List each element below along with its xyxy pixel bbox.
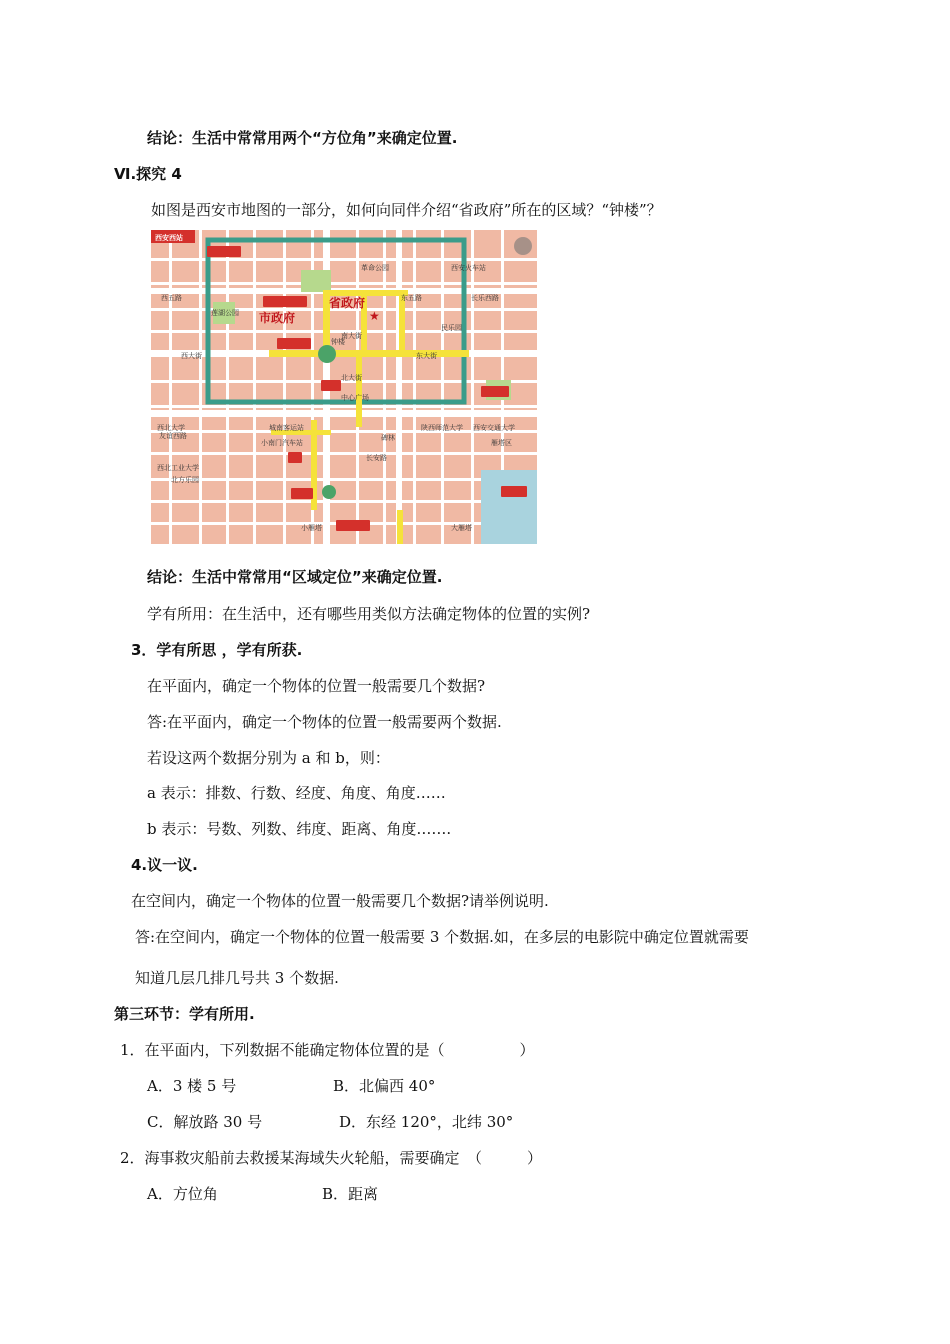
highlight-street — [397, 510, 403, 544]
map-street-label: 小南门汽车站 — [261, 439, 303, 447]
map-search-icon — [514, 237, 532, 255]
minor-street — [151, 452, 537, 455]
conclusion-1: 结论：生活中常常用两个“方位角”来确定位置. — [147, 129, 458, 147]
big-goose-pagoda-marker — [322, 485, 336, 499]
space-answer-line-1: 答:在空间内，确定一个物体的位置一般需要 3 个数据.如，在多层的电影院中确定位置就需要 — [135, 928, 749, 946]
map-street-label: 长安路 — [366, 454, 387, 462]
map-street-label: 小雁塔 — [301, 524, 322, 532]
provincial-government-label: 省政府 — [329, 296, 366, 310]
apply-question: 学有所用：在生活中，还有哪些用类似方法确定物体的位置的实例? — [147, 605, 591, 623]
exercise-2-option-a: A．方位角 — [147, 1185, 218, 1203]
map-street-label: 西安火车站 — [451, 264, 486, 272]
map-tag — [336, 520, 370, 531]
minor-street — [413, 230, 416, 544]
section-vi-heading: Ⅵ.探究 4 — [114, 165, 182, 183]
map-street-label: 西五路 — [161, 294, 182, 302]
map-street-label: 北方乐园 — [171, 476, 199, 484]
provincial-government-star: ★ — [369, 309, 380, 323]
exercise-2-question: 2．海事救灾船前去救援某海域失火轮船，需要确定 （ ） — [120, 1149, 543, 1167]
map-street-label: 北大街 — [341, 374, 362, 382]
map-street-label: 大雁塔 — [451, 524, 472, 532]
map-street-label: 西大街 — [181, 352, 202, 360]
map-tag — [288, 452, 302, 463]
major-road — [396, 230, 402, 544]
space-answer-line-2: 知道几层几排几号共 3 个数据. — [135, 969, 339, 987]
map-tag — [481, 386, 509, 397]
park-area — [301, 270, 331, 292]
map-street-label: 西北大学 — [157, 424, 185, 432]
exercise-1-option-a: A．3 楼 5 号 — [147, 1077, 237, 1095]
minor-street — [283, 230, 286, 544]
part-3-heading: 第三环节：学有所用. — [114, 1005, 255, 1023]
map-street-label: 民乐园 — [441, 324, 462, 332]
map-street-label: 碑林 — [381, 434, 395, 442]
minor-street — [441, 230, 444, 544]
map-street-label: 钟楼 — [331, 338, 345, 346]
minor-street — [226, 230, 229, 544]
map-tag — [501, 486, 527, 497]
minor-street — [151, 500, 537, 503]
exercise-1-option-d: D．东经 120°，北纬 30° — [339, 1113, 514, 1131]
map-street-label: 东五路 — [401, 294, 422, 302]
map-street-label: 西安交通大学 — [473, 424, 515, 432]
map-street-label: 雁塔区 — [491, 439, 512, 447]
conclusion-2: 结论：生活中常常用“区域定位”来确定位置. — [147, 568, 443, 586]
map-street-label: 友谊西路 — [159, 432, 187, 440]
map-tag — [263, 296, 307, 307]
a-meaning: a 表示：排数、行数、经度、角度、角度…… — [147, 784, 446, 802]
lake-area — [481, 470, 537, 544]
bell-tower-marker — [318, 345, 336, 363]
city-government-label: 市政府 — [259, 311, 296, 325]
minor-street — [383, 230, 386, 544]
exercise-1-question: 1．在平面内，下列数据不能确定物体位置的是（ ） — [120, 1041, 535, 1059]
minor-street — [199, 230, 202, 544]
map-street-label: 东大街 — [416, 352, 437, 360]
map-question: 如图是西安市地图的一部分，如何向同伴介绍“省政府”所在的区域？“钟楼”？ — [151, 201, 662, 219]
item-4-heading: 4.议一议. — [131, 856, 198, 874]
map-street-label: 莲湖公园 — [211, 309, 239, 317]
xian-map-image — [151, 230, 537, 544]
minor-street — [253, 230, 256, 544]
map-street-label: 革命公园 — [361, 264, 389, 272]
exercise-2-option-b: B．距离 — [322, 1185, 379, 1203]
map-street-label: 南大街 — [341, 332, 362, 340]
map-street-label: 西北工业大学 — [157, 464, 199, 472]
map-tag — [277, 338, 311, 349]
map-street-label: 中心广场 — [341, 394, 369, 402]
highlight-street — [356, 357, 362, 427]
exercise-1-option-c: C．解放路 30 号 — [147, 1113, 263, 1131]
major-road — [151, 410, 537, 417]
map-street-label: 长乐西路 — [471, 294, 499, 302]
highlight-street — [269, 350, 469, 357]
map-street-label: 陕西师范大学 — [421, 424, 463, 432]
minor-street — [169, 230, 172, 544]
minor-street — [151, 405, 537, 408]
map-tag — [207, 246, 241, 257]
suppose-line: 若设这两个数据分别为 a 和 b，则： — [147, 749, 390, 767]
map-tag — [321, 380, 341, 391]
plane-question: 在平面内，确定一个物体的位置一般需要几个数据? — [147, 677, 486, 695]
item-3-heading: 3．学有所思 ，学有所获. — [131, 641, 303, 659]
b-meaning: b 表示：号数、列数、纬度、距离、角度……. — [147, 820, 452, 838]
minor-street — [151, 478, 537, 481]
minor-street — [471, 230, 474, 544]
map-tag — [291, 488, 313, 499]
space-question: 在空间内，确定一个物体的位置一般需要几个数据?请举例说明. — [131, 892, 549, 910]
map-corner-label: 西安西站 — [155, 234, 183, 242]
map-street-label: 城南客运站 — [269, 424, 304, 432]
exercise-1-option-b: B．北偏西 40° — [333, 1077, 436, 1095]
plane-answer: 答:在平面内，确定一个物体的位置一般需要两个数据. — [147, 713, 502, 731]
